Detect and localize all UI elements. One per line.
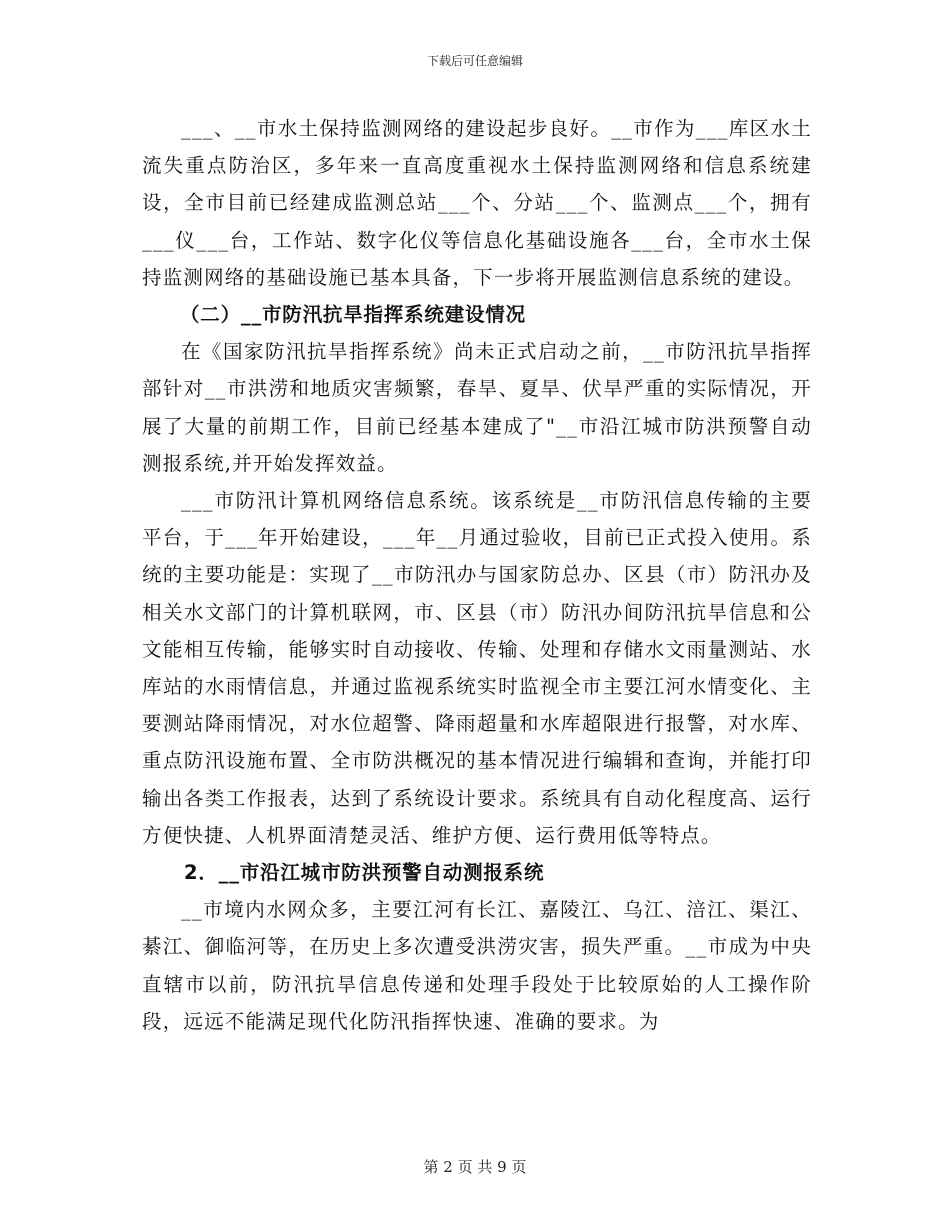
paragraph-network-system: ___市防汛计算机网络信息系统。该系统是__市防汛信息传输的主要平台，于___年开始建设，___年__月通过验收，目前已正式投入使用。系统的主要功能是：实现了__市防汛办与国家防总办、区县（市）防汛办及相关水文部门的计算机联网，市、区县（市）防汛办间防汛抗旱信息和公文能相互传输，能够实时自动接收、传输、处理和存储水文雨量测站、水库站的水雨情信息，并通过监视系统实时监视全市主要江河水情变化、主要测站降雨情况，对水位超警、降雨超量和水库超限进行报警，对水库、重点防汛设施布置、全市防洪概况的基本情况进行编辑和查询，并能打印输出各类工作报表，达到了系统设计要求。系统具有自动化程度高、运行方便快捷、人机界面清楚灵活、维护方便、运行费用低等特点。: [142, 489, 812, 847]
paragraph-flood-command-intro: 在《国家防汛抗旱指挥系统》尚未正式启动之前，__市防汛抗旱指挥部针对__市洪涝和地质灾害频繁，春旱、夏旱、伏旱严重的实际情况，开展了大量的前期工作，目前已经基本建成了"__市沿江城市防洪预警自动测报系统,并开始发挥效益。: [142, 340, 812, 475]
page-number: 第 2 页 共 9 页: [423, 1158, 527, 1176]
paragraph-soil-monitoring: ___、__市水土保持监测网络的建设起步良好。__市作为___库区水土流失重点防治区，多年来一直高度重视水土保持监测网络和信息系统建设，全市目前已经建成监测总站___个、分站___个、监测点___个，拥有___仪___台，工作站、数字化仪等信息化基础设施各___台，全市水土保持监测网络的基础设施已基本具备，下一步将开展监测信息系统的建设。: [142, 117, 812, 289]
subsection-heading-warning-system: 2．__市沿江城市防洪预警自动测报系统: [184, 861, 545, 885]
document-body: [142, 110, 812, 1040]
paragraph-warning-system: __市境内水网众多，主要江河有长江、嘉陵江、乌江、涪江、渠江、綦江、御临河等，在历史上多次遭受洪涝灾害，损失严重。__市成为中央直辖市以前，防汛抗旱信息传递和处理手段处于比较原始的人工操作阶段，远远不能满足现代化防汛指挥快速、准确的要求。为: [142, 898, 812, 1033]
section-heading-flood-command: （二）__市防汛抗旱指挥系统建设情况: [180, 303, 526, 327]
page-header: 下载后可任意编辑: [426, 54, 523, 68]
